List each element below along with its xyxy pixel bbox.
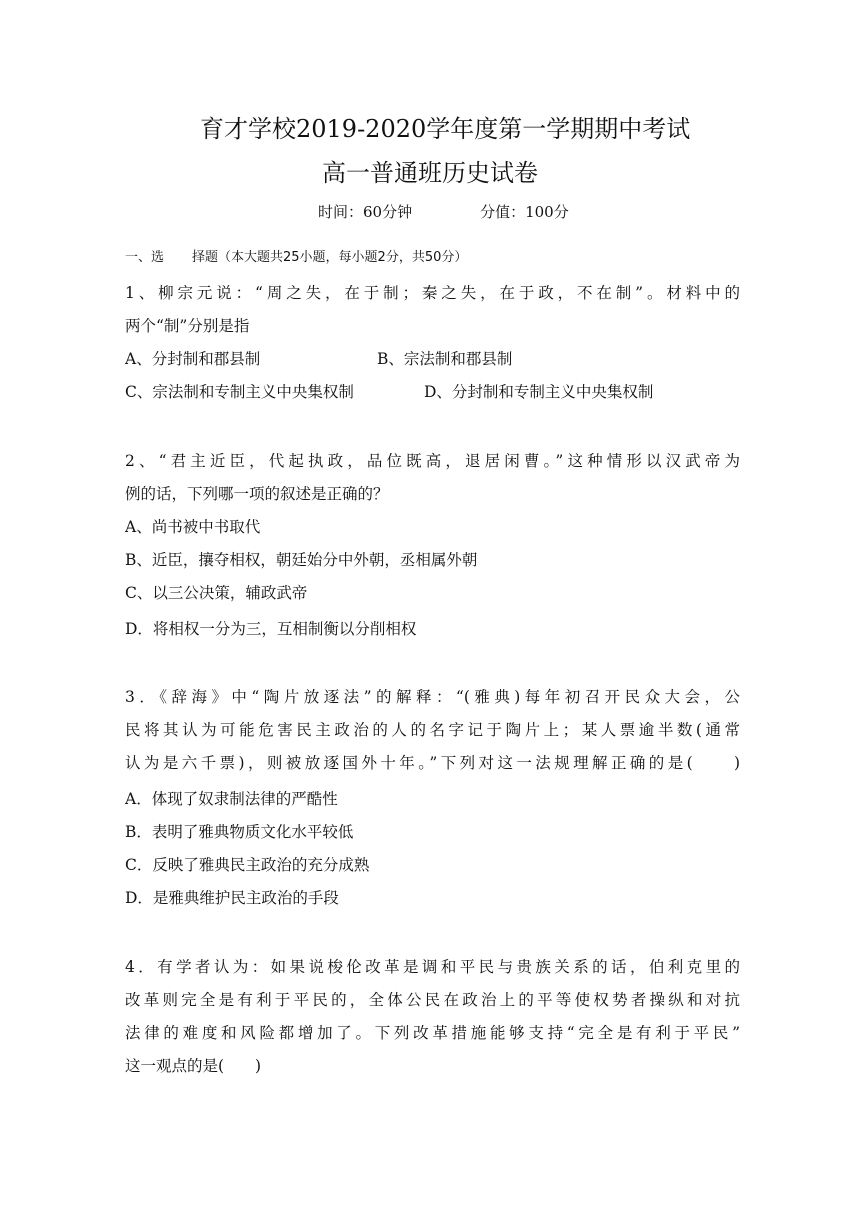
q3-option-c: C．反映了雅典民主政治的充分成熟: [125, 856, 370, 874]
q1-option-d: D、分封制和专制主义中央集权制: [424, 383, 654, 401]
section-label-part2: 择题（本大题共25小题，每小题2分，共50分）: [192, 250, 468, 265]
q4-stem-line: 改革则完全是有利于平民的，全体公民在政治上的平等使权势者操纵和对抗: [125, 991, 740, 1009]
q1-stem-line: 两个“制”分别是指: [125, 317, 250, 335]
section-label-part1: 一、选: [125, 250, 165, 265]
q1-option-c: C、宗法制和专制主义中央集权制: [125, 383, 354, 401]
q3-stem-line: 认为是六千票)，则被放逐国外十年。”下列对这一法规理解正确的是( ): [125, 754, 740, 772]
q4-stem-line: 4．有学者认为：如果说梭伦改革是调和平民与贵族关系的话，伯利克里的: [125, 958, 740, 976]
exam-time: 时间：60分钟: [318, 203, 413, 221]
q4-stem-line: 这一观点的是( ): [125, 1057, 262, 1075]
section-heading: [125, 248, 467, 268]
q2-option-d: D．将相权一分为三，互相制衡以分削相权: [125, 620, 417, 638]
exam-score: 分值：100分: [480, 203, 569, 221]
q3-stem-line: 民将其认为可能危害民主政治的人的名字记于陶片上；某人票逾半数(通常: [125, 721, 740, 739]
q3-option-a: A．体现了奴隶制法律的严酷性: [125, 790, 338, 808]
q2-option-a: A、尚书被中书取代: [125, 518, 261, 536]
exam-title-line2: 高一普通班历史试卷: [322, 159, 538, 187]
exam-meta: [318, 201, 569, 223]
q3-option-b: B．表明了雅典物质文化水平较低: [125, 823, 354, 841]
q2-stem-line: 2、“君主近臣，代起执政，品位既高，退居闲曹。”这种情形以汉武帝为: [125, 452, 740, 470]
q2-stem-line: 例的话，下列哪一项的叙述是正确的？: [125, 485, 389, 503]
exam-title-line1: 育才学校2019-2020学年度第一学期期中考试: [200, 115, 691, 143]
q3-stem-line: 3．《辞海》中“陶片放逐法”的解释：“(雅典)每年初召开民众大会，公: [125, 688, 740, 706]
q1-option-a: A、分封制和郡县制: [125, 350, 261, 368]
q2-option-c: C、以三公决策，辅政武帝: [125, 584, 308, 602]
q4-stem-line: 法律的难度和风险都增加了。下列改革措施能够支持“完全是有利于平民”: [125, 1024, 740, 1042]
q2-option-b: B、近臣，攘夺相权，朝廷始分中外朝，丞相属外朝: [125, 551, 478, 569]
q1-stem-line: 1、柳宗元说：“周之失，在于制；秦之失，在于政，不在制”。材料中的: [125, 284, 740, 302]
q3-option-d: D．是雅典维护民主政治的手段: [125, 889, 339, 907]
q1-option-b: B、宗法制和郡县制: [377, 350, 513, 368]
q1-options-row: [125, 347, 740, 371]
q1-options-row: [125, 380, 740, 404]
